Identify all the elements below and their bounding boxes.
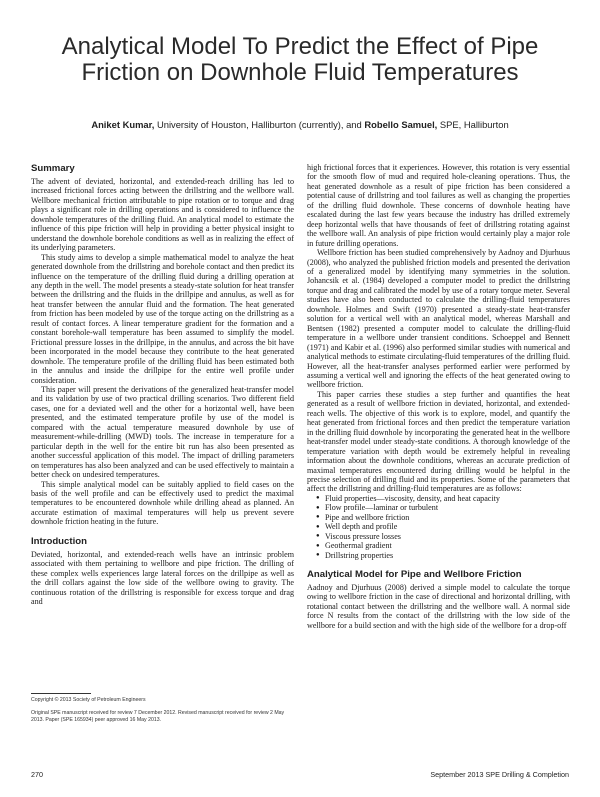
journal-footer: September 2013 SPE Drilling & Completion — [430, 770, 569, 779]
summary-paragraph: This simple analytical model can be suitably applied to field cases on the basis of the well profile and can be effectively used to predict the maximal temperatures to be encountered downhole while drilling ahead as planned. An accurate estimation of maximal temperatures will help us prevent severe downhole friction heating in the future. — [31, 479, 294, 527]
author-1-affiliation: University of Houston, Halliburton (currently), and — [154, 119, 365, 130]
body-paragraph: Aadnoy and Djurhuus (2008) derived a simple model to calculate the torque owing to wellbore friction in the case of directional and horizontal drilling, with rotational contact between the drillstring and the wellbore wall. A normal side force N results from the contact of the drillstring with the low side of the wellbore for a build section and with the high side of the wellbore for a drop-off — [307, 583, 570, 630]
list-item: ● Flow profile—laminar or turbulent — [325, 503, 570, 512]
manuscript-note: Original SPE manuscript received for review 7 December 2012. Revised manuscript received for review 2 May 2013. Paper (SPE 165934) peer approved 16 May 2013. — [31, 710, 285, 723]
summary-paragraph: This study aims to develop a simple mathematical model to analyze the heat generated downhole from the drillstring and borehole contact and then predict its influence on the temperature of the drilling fluid during a drilling operation at any depth in the well. The model presents a steady-state solution for heat transfer between the drillstring and the fluids in the drillpipe and annulus, as well as for heat transfer between the annular fluid and the formation. The heat generated from friction has been modeled by use of the torque acting on the drillstring as a result of contact forces. A linear temperature gradient for the formation and a constant borehole-wall temperature has been assumed to simplify the model. Frictional pressure losses in the drillpipe, in the annulus, and across the bit have been incorporated in the model because they contribute to the heat generated downhole. The temperature profile of the drilling fluid has been estimated both in the annulus and inside the drillpipe for the entire well profile under consideration. — [31, 252, 294, 385]
body-paragraph: high frictional forces that it experiences. However, this rotation is very essential for the smooth flow of mud and required hole-cleaning operations. Thus, the heat generated downhole as a result of pipe friction has been considered a potential cause of drillstring and tool failures as well as changing the properties of the drilling fluid downhole. These concerns of downhole heating have escalated during the last few years because the industry has drilled extremely deep horizontal wells that have thousands of feet of drillstring rotating against the wellbore wall. An analysis of pipe friction would certainly play a major role in future drilling operations. — [307, 163, 570, 248]
right-column — [307, 163, 570, 630]
page-title: Analytical Model To Predict the Effect of Pipe Friction on Downhole Fluid Temperatures — [61, 33, 539, 86]
list-item: ● Pipe and wellbore friction — [325, 513, 570, 522]
list-item: ● Geothermal gradient — [325, 541, 570, 550]
left-column — [31, 163, 294, 606]
summary-paragraph: This paper will present the derivations of the generalized heat-transfer model and its validation by use of two practical drilling scenarios. Two different field cases, one for a deviated well and the other for a horizontal well, have been presented, and the estimated temperature profile by use of the model is compared with the actual temperature measured downhole by use of measurement-while-drilling (MWD) tools. The increase in temperature for a particular depth in the well for the entire bit run has also been presented as another successful application of this model. The impact of drilling parameters on temperatures has also been analyzed and can be used effectively to maintain a better check on undesired temperatures. — [31, 384, 294, 480]
introduction-paragraph: Deviated, horizontal, and extended-reach wells have an intrinsic problem associated with them pertaining to wellbore and pipe friction. The drilling of these complex wells experiences large lateral forces on the drillpipe as well as the drill collars against the low side of the wellbore owing to gravity. The continuous rotation of the drillstring is responsible for excess torque and drag and — [31, 549, 294, 607]
page-number: 270 — [31, 770, 43, 779]
summary-heading: Summary — [31, 163, 75, 174]
list-item: ● Fluid properties—viscosity, density, and heat capacity — [325, 494, 570, 503]
list-item: ● Viscous pressure losses — [325, 532, 570, 541]
parameter-list — [307, 494, 570, 560]
list-item: ● Drillstring properties — [325, 551, 570, 560]
author-2-name: Robello Samuel, — [364, 119, 438, 130]
model-section-heading: Analytical Model for Pipe and Wellbore Friction — [307, 569, 522, 581]
copyright-note: Copyright © 2013 Society of Petroleum Engineers — [31, 697, 146, 703]
list-item: ● Well depth and profile — [325, 522, 570, 531]
summary-paragraph: The advent of deviated, horizontal, and extended-reach drilling has led to increased frictional forces acting between the drillstring and the wellbore wall. Wellbore mechanical friction attributable to pipe rotation or to torque and drag plays a significant role in drilling operations and is considered to influence the downhole temperatures of the drilling fluid. An analytical model to estimate the influence of this pipe friction will help in providing a better physical insight to understand the downhole borehole conditions as well as in realizing the effect of its underlying parameters. — [31, 177, 294, 253]
author-2-affiliation: SPE, Halliburton — [437, 119, 509, 130]
author-1-name: Aniket Kumar, — [91, 119, 155, 130]
introduction-heading: Introduction — [31, 535, 87, 547]
footnote-divider — [31, 693, 91, 694]
body-paragraph: This paper carries these studies a step further and quantifies the heat generated as a result of wellbore friction in deviated, horizontal, and extended-reach wells. The objective of this work is to explore, model, and quantify the heat generated from frictional forces and then predict the temperature variation in the drilling fluid downhole by incorporating the generated heat in the wellbore heat-transfer model under steady-state conditions. A thorough knowledge of the temperature variation with depth would be extremely helpful in revealing information about the downhole conditions, whereas an accurate prediction of maximal temperatures encountered during drilling would be helpful in the precise selection of drilling fluid and its properties. Some of the parameters that affect the drillstring and drilling-fluid temperatures are as follows: — [307, 389, 570, 494]
body-paragraph: Wellbore friction has been studied comprehensively by Aadnoy and Djurhuus (2008), who analyzed the published friction models and presented the derivation of a generalized model by identifying many symmetries in the solution. Johancsik et al. (1984) developed a computer model to predict the drillstring torque and drag and calibrated the model by use of a rotary torque meter. Several studies have also been conducted to calculate the drilling-fluid temperatures downhole. Holmes and Swift (1970) presented a steady-state heat-transfer solution for a vertical well with an analytical model, whereas Marshall and Bentsen (1982) presented a computer model to calculate the drilling-fluid temperature in a wellbore under transient conditions. Schoeppel and Bennett (1971) and Kabir et al. (1996) also performed similar studies with numerical and analytical methods to estimate circulating-fluid temperatures of the drilling fluid. However, all the heat-transfer analyses performed earlier were performed by assuming a vertical well and ignoring the effects of the heat generated owing to wellbore friction. — [307, 248, 570, 390]
author-line — [30, 119, 570, 130]
